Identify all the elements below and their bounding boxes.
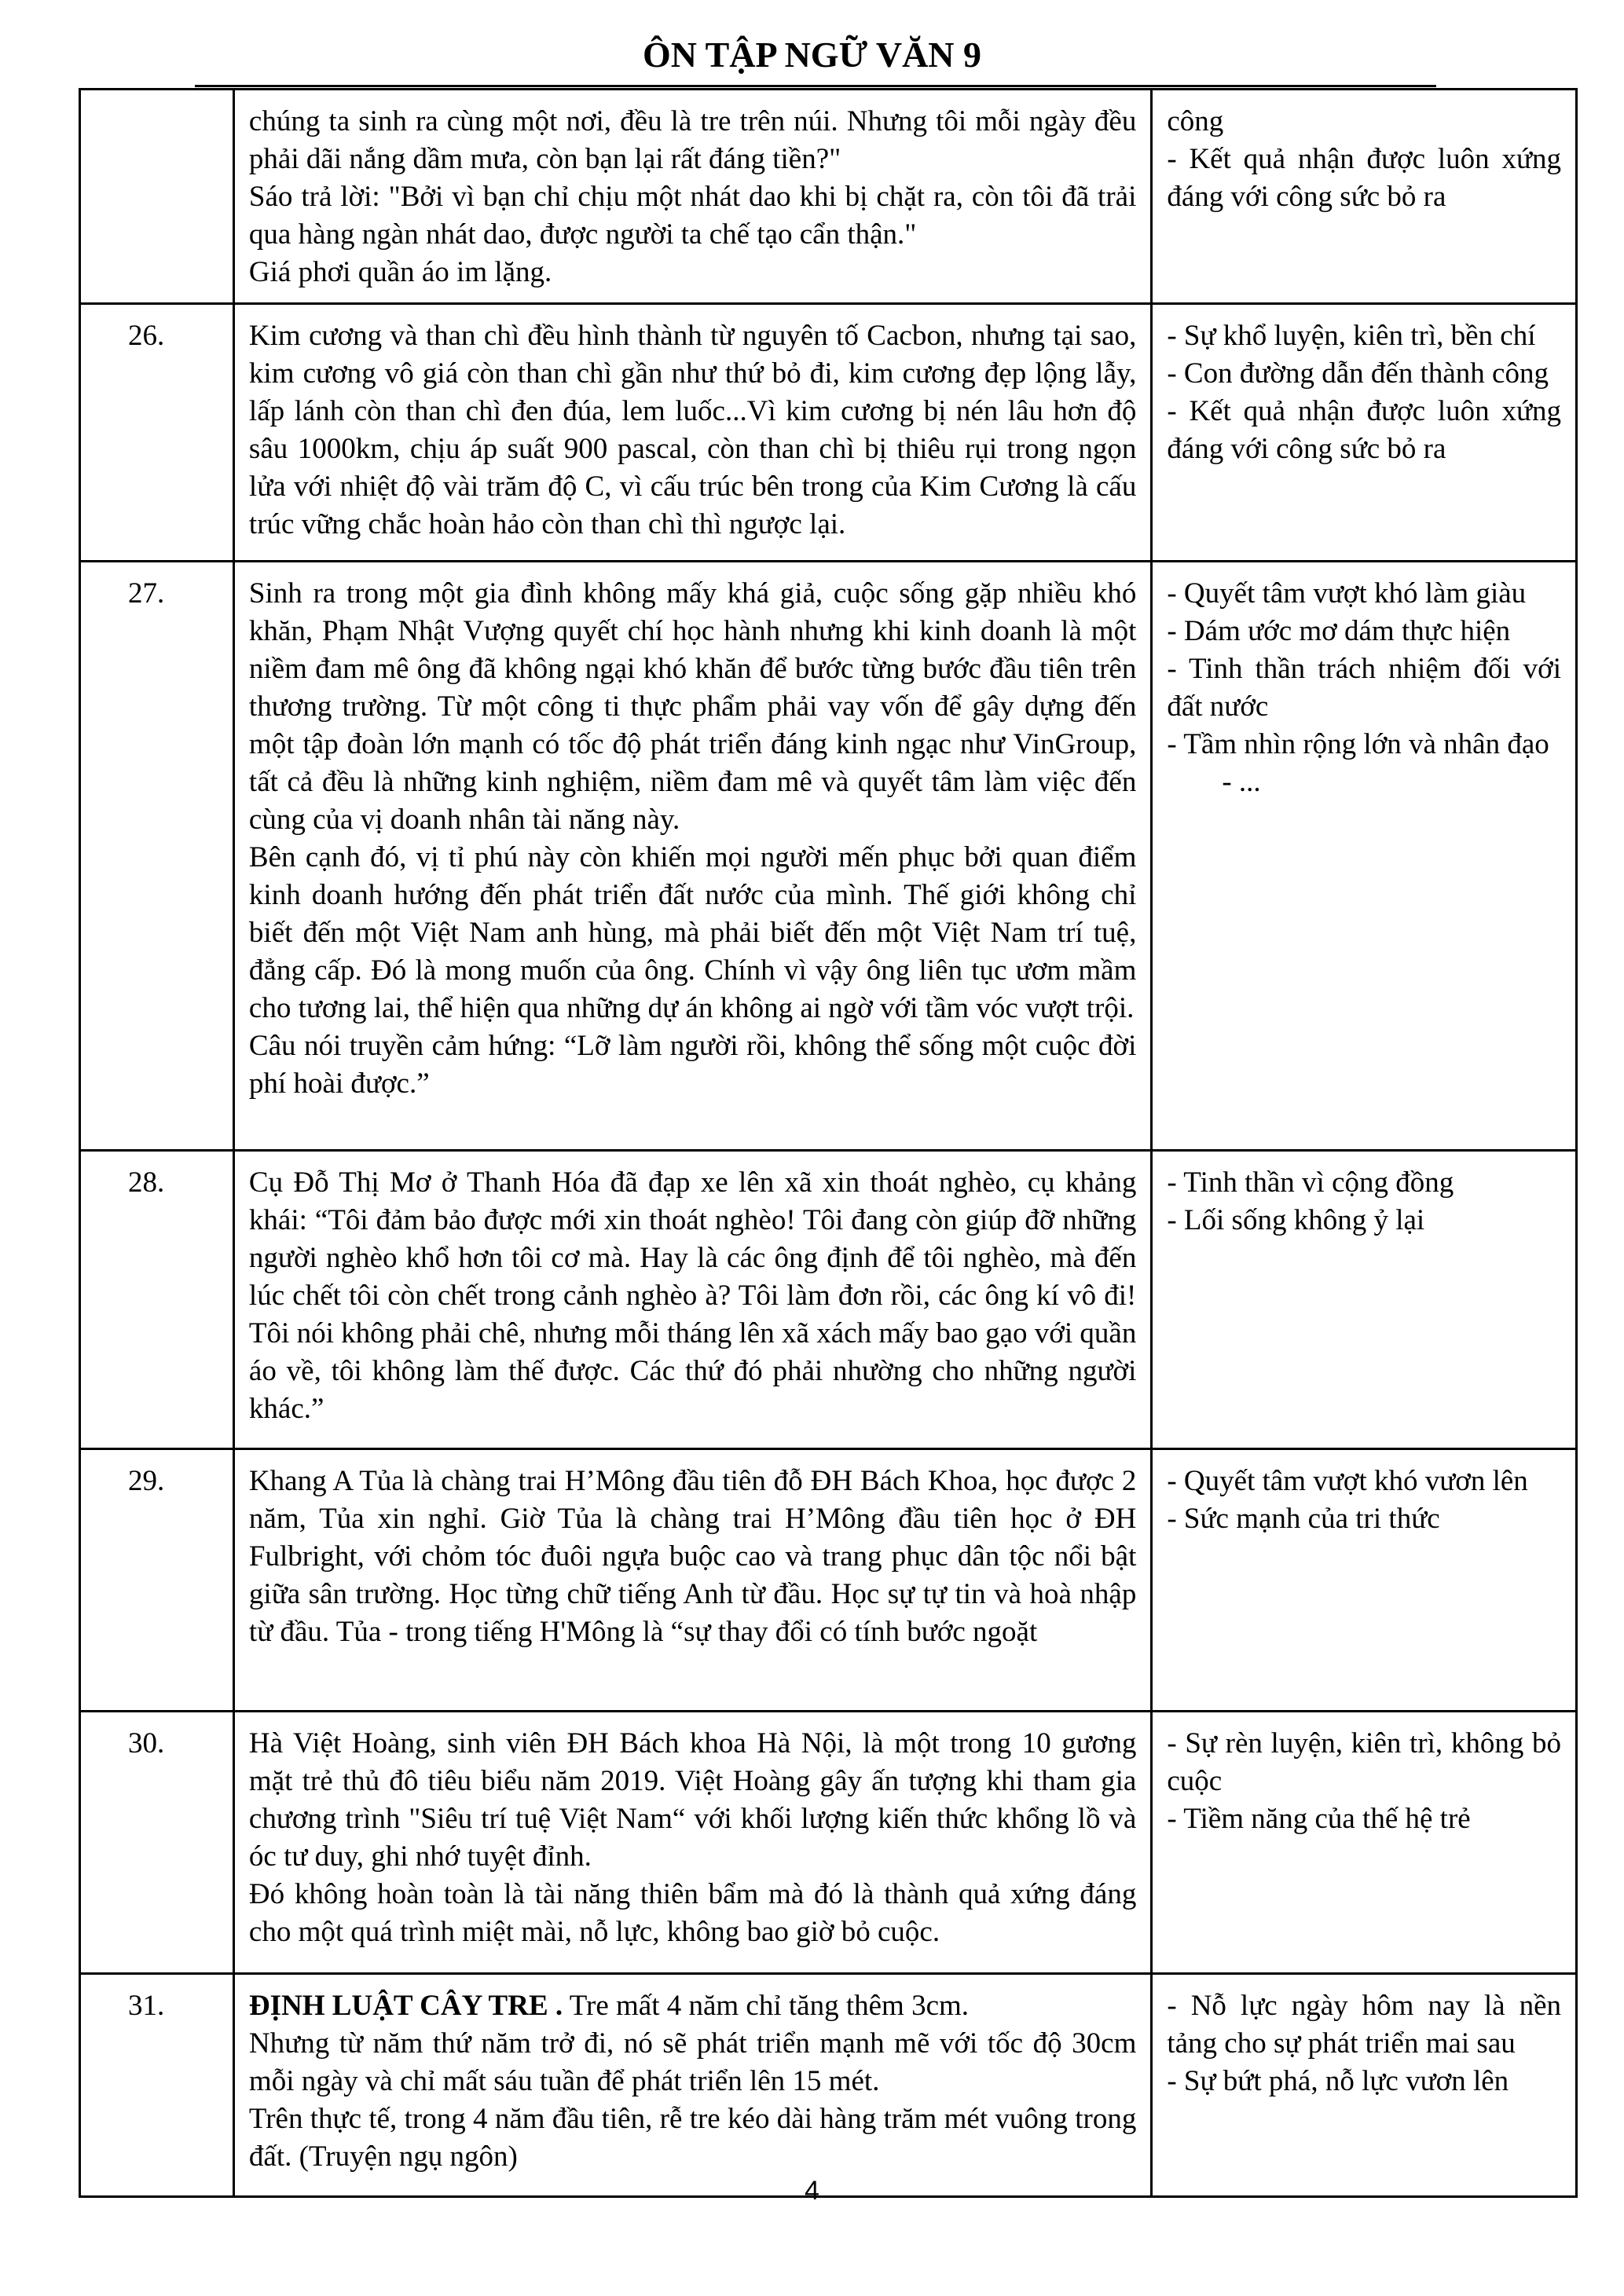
lesson-item: - ... — [1222, 766, 1261, 798]
lesson-item: - Tinh thần vì cộng đồng — [1167, 1166, 1454, 1199]
lesson-item: - Tầm nhìn rộng lớn và nhân đạo — [1167, 728, 1549, 760]
story-cell — [233, 1151, 1151, 1449]
lesson-item: - Lối sống không ỷ lại — [1167, 1204, 1425, 1236]
story-cell — [233, 562, 1151, 1151]
story-cell — [233, 90, 1151, 304]
lesson-item: - Dám ước mơ dám thực hiện — [1167, 615, 1511, 647]
lesson-item: - Sự rèn luyện, kiên trì, không bỏ cuộc — [1167, 1727, 1561, 1797]
story-paragraph: Kim cương và than chì đều hình thành từ nguyên tố Cacbon, nhưng tại sao, kim cương vô giá còn than chì gần như thứ bỏ đi, kim cương đẹp lộng lẫy, lấp lánh còn than chì đen đúa, lem luốc...Vì kim cương bị nén lâu hơn độ sâu 1000km, chịu áp suất 900 pascal, còn than chì bị thiêu rụi trong ngọn lửa với nhiệt độ vài trăm độ C, vì cấu trúc bên trong của Kim Cương là cấu trúc vững chắc hoàn hảo còn than chì thì ngược lại. — [248, 320, 1137, 540]
lesson-cell — [1152, 304, 1577, 562]
table-row — [80, 1151, 1577, 1449]
table-row — [80, 1449, 1577, 1712]
story-heading-rest: Tre mất 4 năm chỉ tăng thêm 3cm. — [563, 1990, 970, 2022]
lesson-item: - Kết quả nhận được luôn xứng đáng với công sức bỏ ra — [1167, 395, 1561, 465]
lesson-item: - Quyết tâm vượt khó làm giàu — [1167, 577, 1527, 610]
row-number: 31. — [80, 1974, 234, 2197]
story-paragraph: Bên cạnh đó, vị tỉ phú này còn khiến mọi người mến phục bởi quan điểm kinh doanh hướng đến phát triển đất nước của mình. Thế giới không chỉ biết đến một Việt Nam anh hùng, mà phải biết đến một Việt Nam trí tuệ, đẳng cấp. Đó là mong muốn của ông. Chính vì vậy ông liên tục ươm mầm cho tương lai, thể hiện qua những dự án không ai ngờ với tầm vóc vượt trội. — [248, 841, 1137, 1024]
lesson-cell — [1152, 562, 1577, 1151]
table-row — [80, 1712, 1577, 1974]
lesson-item: - Sự bứt phá, nỗ lực vươn lên — [1167, 2065, 1509, 2097]
page-number: 4 — [805, 2176, 819, 2206]
row-number: 28. — [80, 1151, 234, 1449]
story-cell — [233, 1449, 1151, 1712]
story-paragraph: Câu nói truyền cảm hứng: “Lỡ làm người rồi, không thể sống một cuộc đời phí hoài được.” — [248, 1030, 1137, 1100]
row-number: 29. — [80, 1449, 234, 1712]
lesson-item: - Tiềm năng của thế hệ trẻ — [1167, 1803, 1471, 1835]
story-paragraph: chúng ta sinh ra cùng một nơi, đều là tre trên núi. Nhưng tôi mỗi ngày đều phải dãi nắng dầm mưa, còn bạn lại rất đáng tiền?" — [248, 105, 1137, 175]
story-cell — [233, 1974, 1151, 2197]
table-row — [80, 90, 1577, 304]
table-row — [80, 304, 1577, 562]
row-number: 26. — [80, 304, 234, 562]
lesson-cell — [1152, 1712, 1577, 1974]
lesson-item: - Sự khổ luyện, kiên trì, bền chí — [1167, 320, 1536, 352]
row-number — [80, 90, 234, 304]
lesson-cell — [1152, 90, 1577, 304]
lesson-item: công — [1167, 105, 1224, 137]
story-paragraph: Sinh ra trong một gia đình không mấy khá giả, cuộc sống gặp nhiều khó khăn, Phạm Nhật Vượng quyết chí học hành nhưng khi kinh doanh là một niềm đam mê ông đã không ngại khó khăn để bước từng bước đầu tiên trên thương trường. Từ một công ti thực phẩm phải vay vốn để gây dựng đến một tập đoàn lớn mạnh có tốc độ phát triển đáng kinh ngạc như VinGroup, tất cả đều là những kinh nghiệm, niềm đam mê và quyết tâm làm việc đến cùng của vị doanh nhân tài năng này. — [248, 577, 1137, 836]
lesson-item: - Con đường dẫn đến thành công — [1167, 357, 1549, 390]
content-table — [79, 88, 1578, 2198]
story-paragraph: Khang A Tủa là chàng trai H’Mông đầu tiên đỗ ĐH Bách Khoa, học được 2 năm, Tủa xin nghỉ. Giờ Tủa là chàng trai H’Mông đầu tiên học ở ĐH Fulbright, với chỏm tóc đuôi ngựa buộc cao và trang phục dân tộc nổi bật giữa sân trường. Học từng chữ tiếng Anh từ đầu. Học sự tự tin và hoà nhập từ đầu. Tủa - trong tiếng H'Mông là “sự thay đổi có tính bước ngoặt — [248, 1465, 1137, 1648]
story-paragraph — [249, 1987, 1136, 2025]
table-row — [80, 1974, 1577, 2197]
lesson-item: - Sức mạnh của tri thức — [1167, 1503, 1440, 1535]
story-paragraph: Cụ Đỗ Thị Mơ ở Thanh Hóa đã đạp xe lên xã xin thoát nghèo, cụ khảng khái: “Tôi đảm bảo được mới xin thoát nghèo! Tôi đang còn giúp đỡ những người nghèo khổ hơn tôi cơ mà. Hay là các ông định để tôi nghèo, mà đến lúc chết tôi còn chết trong cảnh nghèo à? Tôi làm đơn rồi, các ông kí vô đi! Tôi nói không phải chê, nhưng mỗi tháng lên xã xách mấy bao gạo với quần áo về, tôi không làm thế được. Các thứ đó phải nhường cho những người khác.” — [248, 1166, 1137, 1425]
table-row — [80, 562, 1577, 1151]
story-cell — [233, 1712, 1151, 1974]
story-paragraph: Hà Việt Hoàng, sinh viên ĐH Bách khoa Hà Nội, là một trong 10 gương mặt trẻ thủ đô tiêu biểu năm 2019. Việt Hoàng gây ấn tượng khi tham gia chương trình "Siêu trí tuệ Việt Nam“ với khối lượng kiến thức khổng lồ và óc tư duy, ghi nhớ tuyệt đỉnh. — [248, 1727, 1137, 1873]
page-title: ÔN TẬP NGỮ VĂN 9 — [642, 35, 982, 75]
lesson-item: - Quyết tâm vượt khó vươn lên — [1167, 1465, 1528, 1497]
story-paragraph: Sáo trả lời: "Bởi vì bạn chỉ chịu một nhát dao khi bị chặt ra, còn tôi đã trải qua hàng ngàn nhát dao, được người ta chế tạo cẩn thận." — [248, 181, 1137, 251]
lesson-item: - Tinh thần trách nhiệm đối với đất nước — [1167, 653, 1561, 723]
story-paragraph: Đó không hoàn toàn là tài năng thiên bẩm mà đó là thành quả xứng đáng cho một quá trình miệt mài, nỗ lực, không bao giờ bỏ cuộc. — [248, 1878, 1137, 1948]
lesson-cell — [1152, 1449, 1577, 1712]
row-number: 27. — [80, 562, 234, 1151]
lesson-item: - Kết quả nhận được luôn xứng đáng với công sức bỏ ra — [1167, 143, 1561, 213]
story-heading: ĐỊNH LUẬT CÂY TRE . — [248, 1990, 563, 2022]
row-number: 30. — [80, 1712, 234, 1974]
header-divider — [195, 85, 1436, 87]
lesson-item: - Nỗ lực ngày hôm nay là nền tảng cho sự phát triển mai sau — [1167, 1990, 1561, 2060]
lesson-cell — [1152, 1151, 1577, 1449]
story-paragraph: Giá phơi quần áo im lặng. — [248, 256, 552, 288]
story-paragraph: Trên thực tế, trong 4 năm đầu tiên, rễ tre kéo dài hàng trăm mét vuông trong đất. (Truyện ngụ ngôn) — [248, 2103, 1137, 2173]
story-cell — [233, 304, 1151, 562]
lesson-cell — [1152, 1974, 1577, 2197]
story-paragraph: Nhưng từ năm thứ năm trở đi, nó sẽ phát triển mạnh mẽ với tốc độ 30cm mỗi ngày và chỉ mất sáu tuần để phát triển lên 15 mét. — [248, 2027, 1137, 2097]
